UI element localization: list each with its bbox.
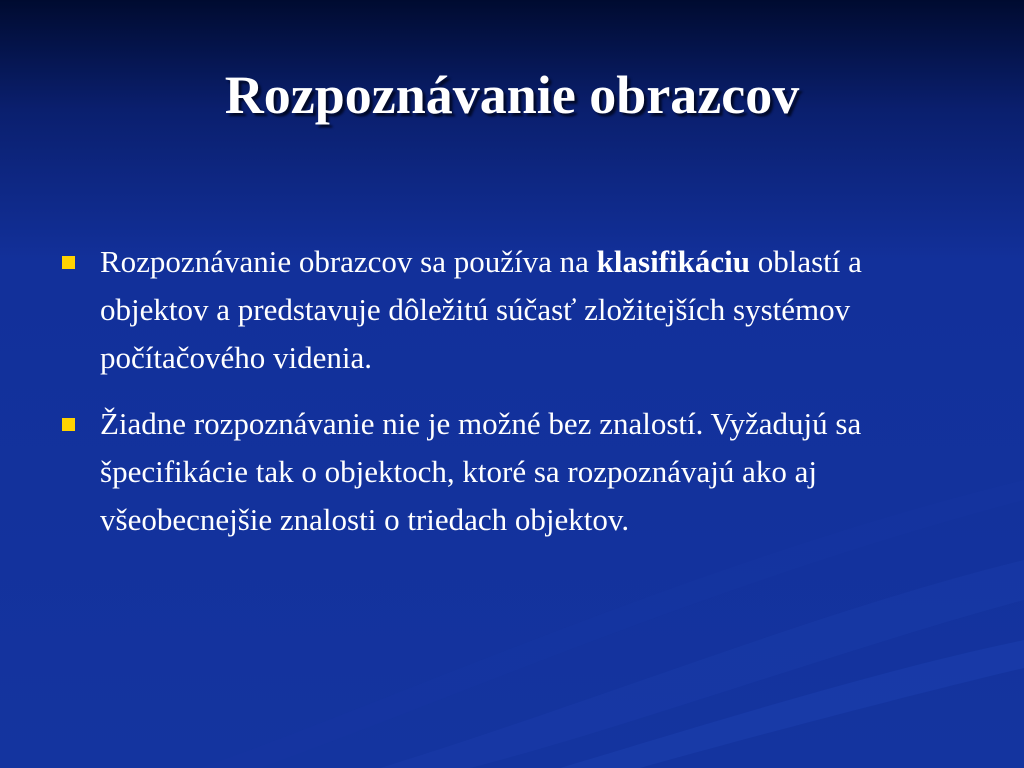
- bullet-text-after: oblastí a objektov a predstavuje dôležitú súčasť zložitejších systémov počítačového videnia.: [100, 244, 862, 375]
- slide-title: Rozpoznávanie obrazcov: [224, 65, 800, 125]
- square-bullet-icon: [62, 256, 75, 269]
- bullet-item: [62, 400, 942, 544]
- bullet-text-before: Rozpoznávanie obrazcov sa používa na: [100, 244, 597, 279]
- bullet-item: [62, 238, 942, 382]
- bullet-list: [62, 238, 942, 562]
- square-bullet-icon: [62, 418, 75, 431]
- bullet-bold-term: klasifikáciu: [596, 244, 750, 279]
- bullet-text-before: Žiadne rozpoznávanie nie je možné bez znalostí. Vyžadujú sa špecifikácie tak o objektoch, ktoré sa rozpoznávajú ako aj všeobecnejšie znalosti o triedach objektov.: [100, 406, 862, 537]
